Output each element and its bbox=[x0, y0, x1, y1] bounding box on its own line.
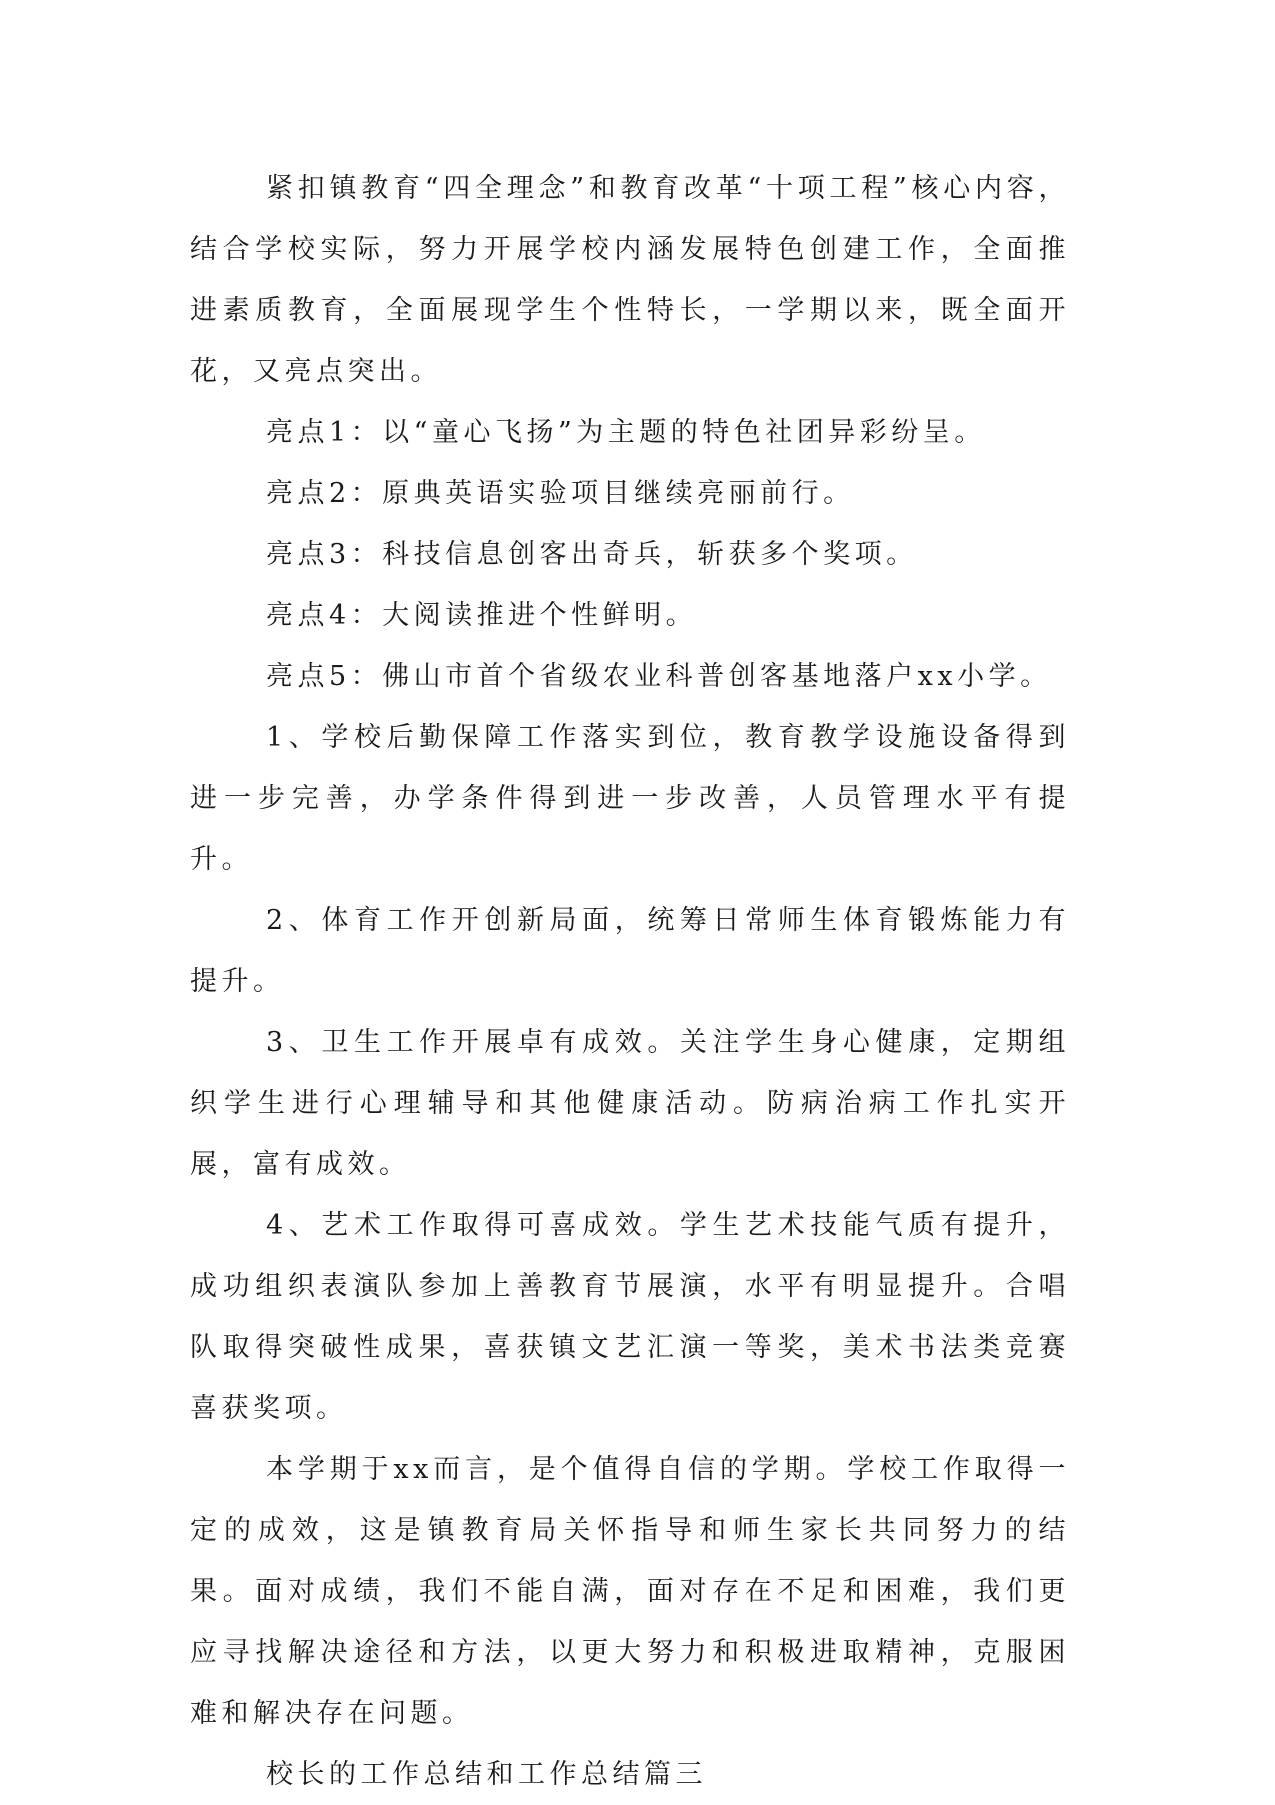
conclusion-paragraph: 本学期于xx而言，是个值得自信的学期。学校工作取得一定的成效，这是镇教育局关怀指导和师生家长共同努力的结果。面对成绩，我们不能自满，面对存在不足和困难，我们更应寻找解决途径和方法，以更大努力和积极进取精神，克服困难和解决存在问题。 bbox=[190, 1454, 1070, 1729]
highlight-2-paragraph: 亮点2：原典英语实验项目继续亮丽前行。 bbox=[266, 478, 855, 509]
arts-paragraph: 4、艺术工作取得可喜成效。学生艺术技能气质有提升，成功组织表演队参加上善教育节展演，水平有明显提升。合唱队取得突破性成果，喜获镇文艺汇演一等奖，美术书法类竞赛喜获奖项。 bbox=[190, 1210, 1070, 1424]
sports-paragraph: 2、体育工作开创新局面，统筹日常师生体育锻炼能力有提升。 bbox=[190, 905, 1070, 997]
health-paragraph: 3、卫生工作开展卓有成效。关注学生身心健康，定期组织学生进行心理辅导和其他健康活动。防病治病工作扎实开展，富有成效。 bbox=[190, 1027, 1070, 1180]
document-body bbox=[190, 158, 1070, 1805]
highlight-4-paragraph: 亮点4：大阅读推进个性鲜明。 bbox=[266, 600, 698, 631]
highlight-3-paragraph: 亮点3：科技信息创客出奇兵，斩获多个奖项。 bbox=[266, 539, 918, 570]
highlight-1-paragraph: 亮点1：以“童心飞扬”为主题的特色社团异彩纷呈。 bbox=[266, 417, 986, 448]
section-heading: 校长的工作总结和工作总结篇三 bbox=[266, 1759, 707, 1790]
intro-paragraph: 紧扣镇教育“四全理念”和教育改革“十项工程”核心内容，结合学校实际，努力开展学校内涵发展特色创建工作，全面推进素质教育，全面展现学生个性特长，一学期以来，既全面开花，又亮点突出。 bbox=[190, 173, 1070, 387]
highlight-5-paragraph: 亮点5：佛山市首个省级农业科普创客基地落户xx小学。 bbox=[266, 661, 1052, 692]
logistics-paragraph: 1、学校后勤保障工作落实到位，教育教学设施设备得到进一步完善，办学条件得到进一步改善，人员管理水平有提升。 bbox=[190, 722, 1070, 875]
